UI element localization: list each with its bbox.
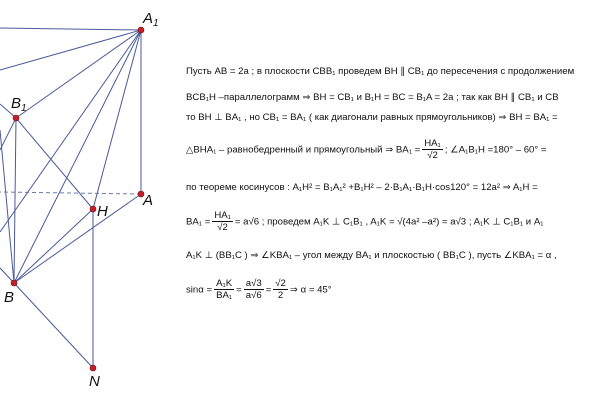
edge-a1-left-mid — [0, 30, 141, 232]
fraction-ha1-sqrt2 — [422, 138, 443, 162]
edge-b-n — [14, 283, 93, 368]
solution-line-6 — [186, 210, 543, 234]
fraction-numerator: √2 — [275, 278, 286, 289]
solution-line-4-lead: △BHA₁ – равнобедренный и прямоугольный ⇒ BA₁ = — [186, 144, 421, 156]
solution-line-8-tail: ⇒ α = 45° — [289, 284, 332, 296]
fraction-a1k-ba1 — [214, 278, 234, 302]
solution-line-3: то BH ⊥ BA₁ , но CB₁ = BA₁ ( как диагонали равных прямоугольников) ⇒ BH = BA₁ = — [186, 112, 558, 123]
equals-sign: = — [236, 284, 242, 296]
edge-h-b — [14, 209, 93, 283]
figure-edges — [0, 28, 141, 368]
solution-line-8-lead: sinα = — [186, 284, 213, 296]
edge-b1-b — [14, 118, 16, 283]
solution-line-2: BCB₁H –параллелограмм ⇒ BH = CB₁ и B₁H = BC = B₁A = 2a ; так как BH ∥ CB₁ и CB — [186, 92, 559, 103]
label-b1: $B_1$ — [11, 95, 27, 114]
solution-line-1: Пусть AB = 2a ; в плоскости CBB₁ проведем BH ∥ CB₁ до пересечения с продолжением — [186, 66, 575, 77]
edge-a-b — [14, 194, 141, 283]
edge-b1-h — [16, 118, 93, 209]
solution-line-4-tail: ; ∠A₁B₁H =180° – 60° = — [444, 144, 547, 156]
fraction-denominator: √2 — [427, 150, 438, 161]
fraction-numerator: a√3 — [245, 278, 262, 289]
point-b1 — [13, 115, 19, 121]
edge-b1-left-low — [0, 118, 16, 150]
solution-line-6-tail: = a√6 ; проведем A₁K ⊥ C₁B₁ , A₁K = √(4a² –a²) = a√3 ; A₁K ⊥ C₁B₁ и A₁ — [234, 216, 544, 228]
solution-line-7: A₁K ⊥ (BB₁C ) ⇒ ∠KBA₁ – угол между BA₁ и плоскостью ( BB₁C ), пусть ∠KBA₁ = α , — [186, 250, 557, 261]
edge-a-left-dashed — [0, 192, 141, 194]
label-a1: $A_1$ — [143, 10, 159, 29]
figure-points — [11, 27, 144, 371]
equals-sign: = — [265, 284, 272, 296]
point-b — [11, 280, 17, 286]
fraction-sqrt2-2 — [273, 278, 288, 302]
fraction-denominator: a√6 — [245, 290, 262, 301]
edge-a1-b1 — [16, 30, 141, 118]
solution-line-4 — [186, 138, 546, 162]
fraction-denominator: 2 — [277, 290, 284, 301]
fraction-numerator: HA₁ — [214, 210, 231, 221]
figure-labels — [4, 10, 159, 390]
edge-b-left-top — [0, 130, 14, 283]
fraction-denominator: BA₁ — [216, 290, 233, 301]
fraction-denominator: √2 — [217, 222, 228, 233]
label-n: N — [89, 373, 100, 390]
edge-a1-h — [93, 30, 141, 209]
fraction-asqrt3-asqrt6 — [244, 278, 264, 302]
fraction-numerator: A₁K — [216, 278, 233, 289]
label-h: H — [97, 203, 108, 220]
solution-line-8 — [186, 278, 332, 302]
solution-line-5: по теореме косинусов : A₁H² = B₁A₁² +B₁H² – 2·B₁A₁·B₁H·cos120° = 12a² ⇒ A₁H = — [186, 182, 538, 193]
label-b: B — [4, 289, 15, 306]
fraction-ha1-sqrt2-second — [212, 210, 233, 234]
edge-a1-left-top — [0, 28, 141, 30]
edge-a1-left-upper — [0, 30, 141, 70]
label-a: A — [143, 192, 154, 209]
fraction-numerator: HA₁ — [424, 138, 441, 149]
solution-line-6-lead: BA₁ = — [186, 216, 211, 228]
point-h — [90, 206, 96, 212]
point-a1 — [138, 27, 144, 33]
point-n — [90, 365, 96, 371]
edge-a1-b — [14, 30, 141, 283]
